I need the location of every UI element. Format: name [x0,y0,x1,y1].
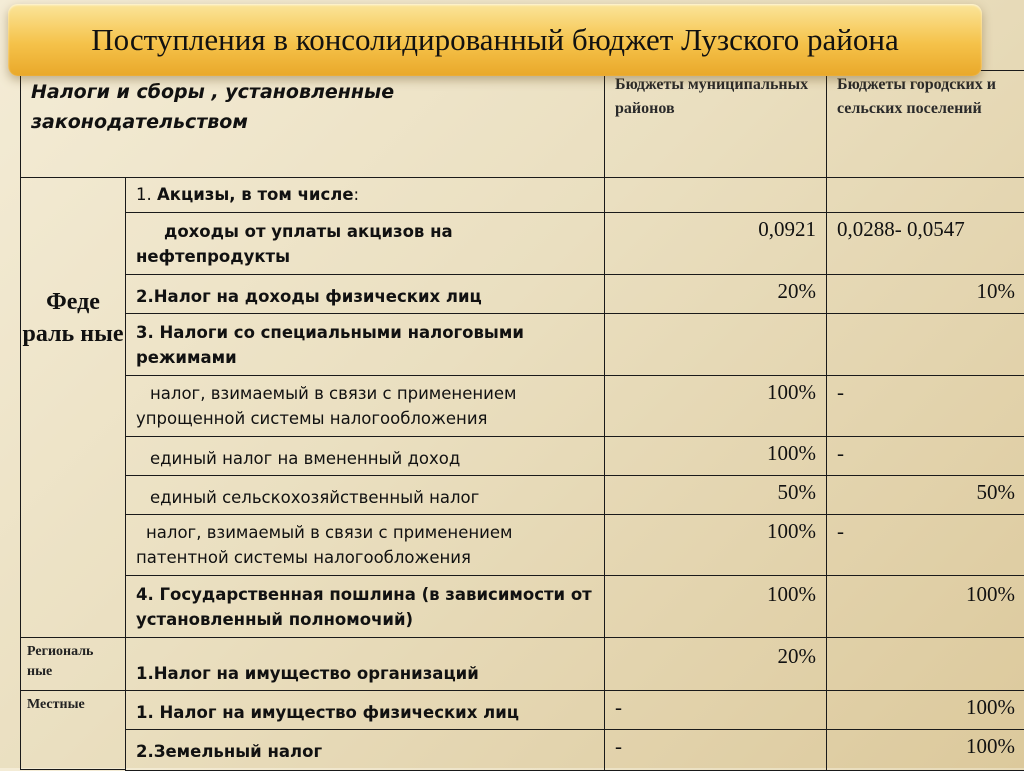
value-settlements: - [837,519,844,543]
table-row-label: 2.Земельный налог [125,729,605,771]
cell-settlements [826,177,1024,213]
value-municipal: - [615,734,622,758]
row-number: 1. [136,185,157,204]
cell-settlements [826,375,1024,437]
group-federal-cell [20,177,126,638]
value-municipal: 20% [777,644,816,668]
value-municipal: - [615,695,622,719]
cell-settlements [826,690,1024,730]
cell-municipal [604,375,827,437]
page-title: Поступления в консолидированный бюджет Лузского района [91,22,899,57]
cell-settlements [826,313,1024,376]
table-row-label: единый налог на вмененный доход [125,436,605,476]
table-row-label: 4. Государственная пошлина (в зависимости от установленный полномочий) [125,575,605,638]
table-row-label: налог, взимаемый в связи с применением патентной системы налогообложения [125,514,605,576]
table-row-label: единый сельскохозяйственный налог [125,475,605,515]
value-municipal: 100% [767,519,816,543]
table-row-label: 2.Налог на доходы физических лиц [125,274,605,314]
value-municipal: 50% [777,480,816,504]
value-municipal: 20% [777,279,816,303]
cell-municipal [604,177,827,213]
group-local: Местные [27,697,85,712]
cell-municipal [604,436,827,476]
value-settlements: - [837,380,844,404]
table-row-label: 1. Налог на имущество физических лиц [125,690,605,730]
group-regional: Региональ ные [27,644,94,679]
cell-settlements [826,729,1024,771]
cell-settlements [826,575,1024,638]
group-regional-cell [20,637,126,691]
table-row-label: 3. Налоги со специальными налоговыми режимами [125,313,605,376]
value-settlements: 0,0288- 0,0547 [837,217,965,241]
table-row-label: доходы от уплаты акцизов на нефтепродукты [125,212,605,275]
cell-settlements [826,514,1024,576]
header-municipal: Бюджеты муниципальных районов [604,70,827,178]
title-banner [8,4,982,76]
header-settlements: Бюджеты городских и сельских поселений [826,70,1024,178]
cell-settlements [826,475,1024,515]
cell-municipal [604,729,827,771]
value-settlements: 50% [976,480,1015,504]
cell-settlements [826,637,1024,691]
group-local-cell [20,690,126,770]
table-row-label: 1.Налог на имущество организаций [125,637,605,691]
cell-municipal [604,514,827,576]
cell-settlements [826,274,1024,314]
cell-municipal [604,212,827,275]
cell-municipal [604,313,827,376]
value-municipal: 100% [767,441,816,465]
row-label: Акцизы, в том числе [157,185,354,204]
cell-municipal [604,475,827,515]
value-settlements: 100% [966,734,1015,758]
value-settlements: - [837,441,844,465]
value-settlements: 10% [976,279,1015,303]
group-federal: Феде раль ные [22,289,124,347]
value-municipal: 100% [767,380,816,404]
cell-municipal [604,274,827,314]
cell-settlements [826,436,1024,476]
header-taxes: Налоги и сборы , установленные законодательством [20,70,605,178]
value-settlements: 100% [966,582,1015,606]
value-municipal: 100% [767,582,816,606]
cell-municipal [604,690,827,730]
cell-municipal [604,637,827,691]
value-settlements: 100% [966,695,1015,719]
table-row-label [125,177,605,213]
table-row-label: налог, взимаемый в связи с применением упрощенной системы налогообложения [125,375,605,437]
row-suffix: : [353,185,360,204]
value-municipal: 0,0921 [758,217,816,241]
cell-settlements [826,212,1024,275]
cell-municipal [604,575,827,638]
